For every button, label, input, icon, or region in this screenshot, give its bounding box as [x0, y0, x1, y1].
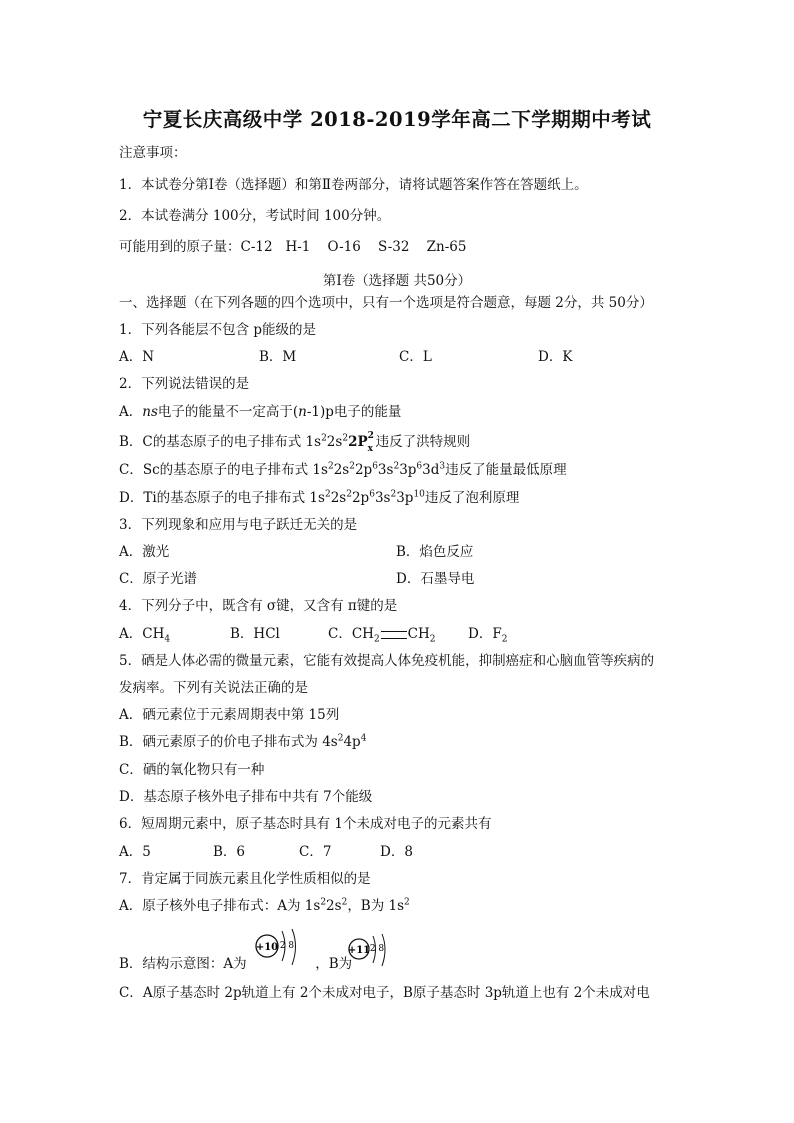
q2-option-c: C．Sc的基态原子的电子排布式 $1s^22s^22p^63s^23p^63d^3$违反了能量最低原理 — [119, 461, 567, 478]
q2-b-mid1: 2s — [326, 434, 343, 450]
q2-b-prefix: B．C的基态原子的电子排布式 1s — [119, 434, 322, 450]
diagram-b-shells: 2 8 — [369, 944, 385, 954]
q3-option-a: A．激光 — [119, 544, 170, 560]
q5-option-a: A．硒元素位于元素周期表中第 15列 — [119, 707, 340, 723]
q2-a-n: n — [298, 404, 307, 420]
notice-item-2: 2．本试卷满分 100分，考试时间 100分钟。 — [119, 208, 391, 224]
q6-option-d: D．8 — [380, 844, 413, 860]
q3-option-c: C．原子光谱 — [119, 571, 197, 587]
q2-c-post: 违反了能量最低原理 — [445, 462, 567, 478]
diagram-a-nucleus: +10 — [255, 942, 279, 953]
notice-item-1: 1．本试卷分第Ⅰ卷（选择题）和第Ⅱ卷两部分，请将试题答案作答在答题纸上。 — [119, 177, 588, 193]
q5-option-c: C．硒的氧化物只有一种 — [119, 762, 265, 778]
q5-stem-line1: 5．硒是人体必需的微量元素，它能有效提高人体免疫机能，抑制癌症和心脑血管等疾病的 — [119, 653, 655, 669]
q1-option-a: A．N — [119, 349, 155, 365]
diagram-b-nucleus: +11 — [347, 945, 371, 956]
q2-option-d: D．Ti的基态原子的电子排布式 $1s^22s^22p^63s^23p^{10}$违反了泡利原理 — [119, 489, 520, 506]
q4-a-text: A．CH — [119, 626, 165, 642]
q2-stem: 2．下列说法错误的是 — [119, 376, 250, 392]
q2-a-ns: ns — [142, 404, 158, 420]
q2-a-mid: 电子的能量不一定高于( — [157, 404, 299, 420]
q7-stem: 7．肯定属于同族元素且化学性质相似的是 — [119, 871, 371, 887]
q7-a-mid: ，B为 1s — [347, 898, 405, 914]
q5-b-prefix: B．硒元素原子的价电子排布式为 4s — [119, 734, 338, 750]
q4-c-text: C．CH — [328, 626, 374, 642]
q3-stem: 3．下列现象和应用与电子跃迁无关的是 — [119, 517, 358, 533]
q5-option-d: D．基态原子核外电子排布中共有 7个能级 — [119, 789, 373, 805]
q6-option-c: C．7 — [299, 844, 332, 860]
q6-option-a: A．5 — [119, 844, 151, 860]
q1-option-c: C．L — [399, 349, 432, 365]
q4-option-d: D．$F_2$ — [468, 626, 508, 645]
q7-b-prefix: B．结构示意图：A为 — [119, 956, 247, 972]
diagram-a-shells: 2 8 — [279, 941, 295, 951]
part1-title: 第Ⅰ卷（选择题 共50分） — [322, 273, 472, 289]
notice-heading: 注意事项： — [119, 145, 187, 161]
q1-option-b: B．M — [259, 349, 297, 365]
q7-b-mid: ，B为 — [315, 956, 353, 972]
q4-stem: 4．下列分子中，既含有 σ键，又含有 π键的是 — [119, 598, 398, 614]
atomic-mass-line: 可能用到的原子量：C-12 H-1 O-16 S-32 Zn-65 — [119, 239, 467, 255]
q5-stem-line2: 发病率。下列有关说法正确的是 — [119, 680, 308, 696]
q4-option-a: A．$CH_4$ — [119, 626, 171, 645]
q3-option-b: B．焰色反应 — [396, 544, 474, 560]
q4-d-text: D．F — [468, 626, 502, 642]
atom-diagram-b — [346, 930, 398, 970]
q2-b-post: 违反了洪特规则 — [375, 434, 471, 450]
atom-diagram-a — [254, 925, 314, 969]
q7-option-a: A．原子核外电子排布式：A为 $1s^22s^2$，B为 $1s^2$ — [119, 897, 410, 914]
q2-a-prefix: A． — [119, 404, 143, 420]
section-intro: 一、选择题（在下列各题的四个选项中，只有一个选项是符合题意，每题 2分，共 50分） — [119, 295, 653, 311]
q1-option-d: D．K — [538, 349, 573, 365]
q7-a-prefix: A．原子核外电子排布式：A为 1s — [119, 898, 321, 914]
q7-option-b — [119, 955, 352, 973]
exam-title: 宁夏长庆高级中学 2018-2019学年高二下学期期中考试 — [142, 108, 652, 131]
q2-b-mid2: 2P — [348, 434, 368, 450]
q3-option-d: D．石墨导电 — [396, 571, 475, 587]
q2-c-prefix: C．Sc的基态原子的电子排布式 1s — [119, 462, 328, 478]
q7-option-c: C．A原子基态时 2p轨道上有 2个未成对电子，B原子基态时 3p轨道上也有 2个未成对电 — [119, 985, 650, 1001]
q4-option-c: C．$CH_2$ $CH_2$ — [328, 626, 436, 645]
q2-d-prefix: D．Ti的基态原子的电子排布式 1s — [119, 490, 325, 506]
q2-d-post: 违反了泡利原理 — [424, 490, 520, 506]
q2-option-a — [119, 403, 401, 421]
q5-option-b: B．硒元素原子的价电子排布式为 $4s^24p^4$ — [119, 733, 367, 750]
q2-option-b: B．C的基态原子的电子排布式 $1s^22s^22P$ 2 x 违反了洪特规则 — [119, 430, 471, 454]
q6-stem: 6．短周期元素中，原子基态时具有 1个未成对电子的元素共有 — [119, 816, 492, 832]
q6-option-b: B．6 — [213, 844, 246, 860]
q1-stem: 1．下列各能层不包含 p能级的是 — [119, 322, 317, 338]
q2-a-post: -1)p电子的能量 — [306, 404, 402, 420]
q4-option-b: B．HCl — [230, 626, 280, 642]
